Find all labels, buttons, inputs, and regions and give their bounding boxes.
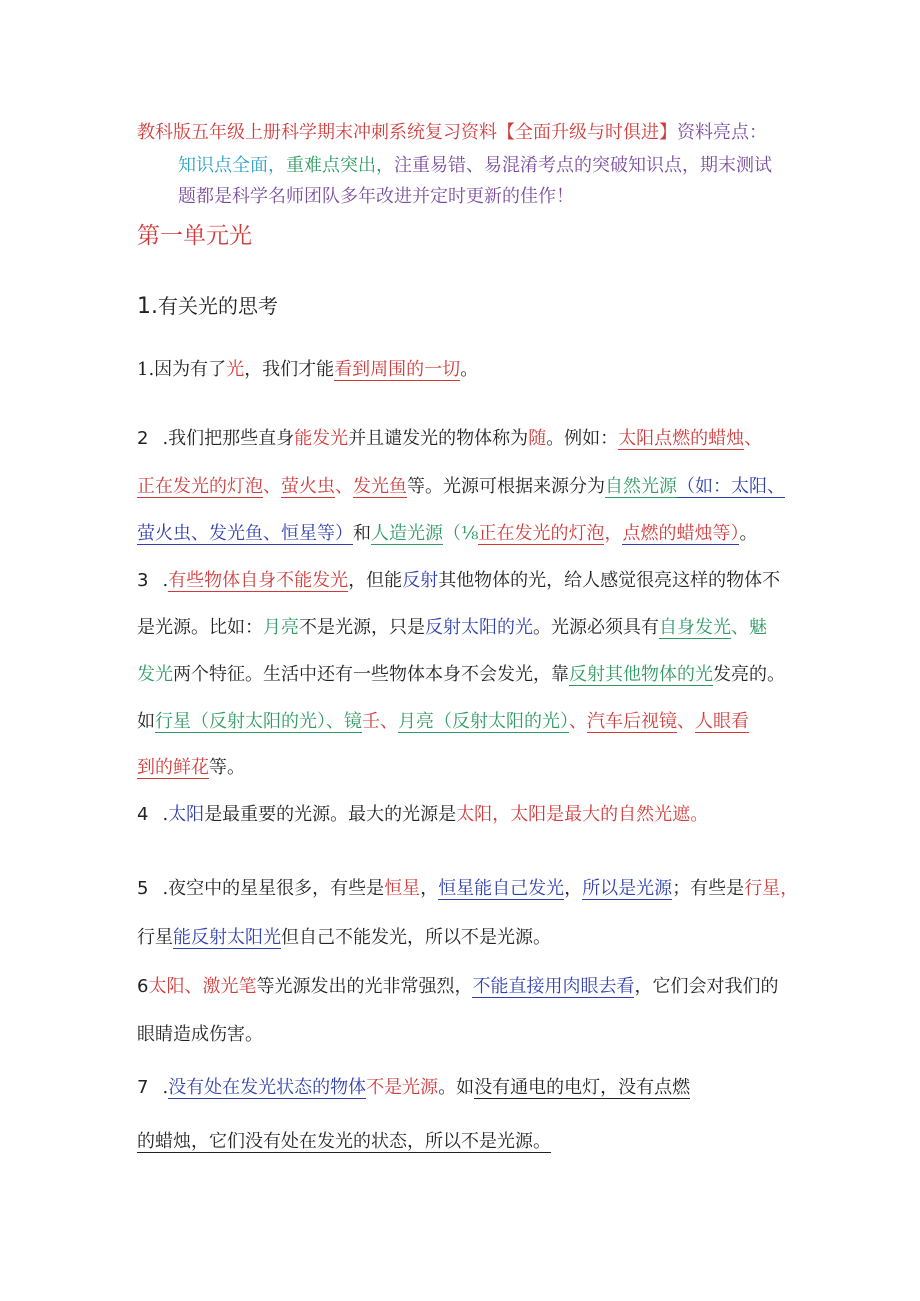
text: ， <box>780 878 799 899</box>
item-3-line-5 <box>137 757 245 779</box>
highlight: 光 <box>226 359 245 380</box>
highlight: 不能直接用肉眼去看 <box>472 976 635 997</box>
text: .夜空中的星星很多，有些是 <box>162 878 385 899</box>
text: 不是光源，只是 <box>299 617 425 638</box>
highlight: 反射其他物体的光 <box>569 664 713 685</box>
highlight: 反射 <box>402 570 439 591</box>
text: 等。 <box>209 757 245 778</box>
item-3-line-3 <box>137 664 785 686</box>
text: 1.因为有了 <box>137 359 227 380</box>
text: 等光源发出的光非常强烈， <box>256 976 473 997</box>
lesson-title: 有关光的思考 <box>158 294 278 318</box>
intro-text: 注重易错、易混淆考点的突破知识点，期末测试 <box>394 155 772 176</box>
item-7-line-1 <box>137 1077 690 1099</box>
item-number: 7 <box>137 1077 149 1098</box>
lesson-heading <box>137 293 278 320</box>
text: 两个特征。生活中还有一些物体本身不会发光，靠 <box>173 664 569 685</box>
highlight: 行星（反射太阳的光）、镜 <box>155 711 362 732</box>
item-3-line-2 <box>137 617 767 639</box>
highlight: 没有处在发光状态的物体 <box>168 1077 367 1098</box>
intro-title: 教科版五年级上册科学期末冲刺系统复习资料【全面升级与时俱进】 <box>137 122 677 143</box>
item-4 <box>137 804 708 826</box>
highlight: 看到周围的一切 <box>334 359 461 380</box>
highlight: 太阳 <box>168 804 205 825</box>
text: 。 <box>690 804 709 825</box>
item-2-line-2 <box>137 476 785 498</box>
intro-line-1 <box>137 122 767 144</box>
highlight: 行星 <box>744 878 781 899</box>
highlight: 到的鲜花 <box>137 757 209 778</box>
text: 如 <box>137 711 155 732</box>
highlight: 太阳点燃的蜡烛 <box>618 428 745 449</box>
highlight: 所以是光源 <box>582 878 673 899</box>
highlight: 人眼看 <box>695 711 749 732</box>
item-6-line-1 <box>137 976 778 998</box>
text: . <box>162 1077 169 1098</box>
text: 、 <box>677 711 695 732</box>
text: 、 <box>263 476 281 497</box>
intro-line-3 <box>178 186 574 208</box>
highlight: 恒星能自己发光 <box>438 878 565 899</box>
intro-line-2 <box>178 155 772 177</box>
text: 眼睛造成伤害。 <box>137 1024 263 1045</box>
highlight: 太阳 <box>456 804 493 825</box>
text: 。例如： <box>546 428 619 449</box>
item-number: 4 <box>137 804 149 825</box>
text: .我们把那些直身 <box>162 428 295 449</box>
highlight: 壬 <box>362 711 380 732</box>
text: 。如 <box>438 1077 475 1098</box>
highlight: 正在发光的灯泡 <box>478 523 605 544</box>
intro-text: 知识点全面， <box>178 155 286 176</box>
text: 、 <box>380 711 398 732</box>
text: 、 <box>335 476 353 497</box>
highlight: 发光鱼 <box>353 476 407 497</box>
item-2-line-1 <box>137 428 762 450</box>
item-number: 5 <box>137 878 149 899</box>
text: 但自己不能发光，所以不是光源。 <box>281 927 551 948</box>
text: ，它们会对我们的 <box>634 976 779 997</box>
text: 。光源必须具有 <box>533 617 659 638</box>
underlined-text: 的蜡烛，它们没有处在发光的状态，所以不是光源。 <box>137 1131 551 1152</box>
highlight: 魅 <box>749 617 767 638</box>
text: ，但能 <box>348 570 403 591</box>
text: 。 <box>460 359 479 380</box>
highlight: 萤火虫 <box>281 476 335 497</box>
highlight: 人造光源 <box>371 523 443 544</box>
lesson-number: 1. <box>137 294 158 319</box>
text: 。 <box>739 523 758 544</box>
text: 是光源。比如： <box>137 617 263 638</box>
text: 其他物体的光，给人感觉很亮这样的物体不 <box>438 570 781 591</box>
highlight: 反射太阳的光 <box>425 617 533 638</box>
highlight: 汽车后视镜 <box>587 711 677 732</box>
highlight: 萤火虫、发光鱼、恒星等） <box>137 523 353 544</box>
highlight: 不是光源 <box>366 1077 439 1098</box>
text: ， <box>420 878 439 899</box>
highlight: 太阳、激光笔 <box>148 976 257 997</box>
item-number: 6 <box>137 976 149 997</box>
highlight: 随 <box>528 428 547 449</box>
text: ， <box>492 804 511 825</box>
highlight: 点燃的蜡烛等） <box>622 523 740 544</box>
item-7-line-2 <box>137 1131 551 1153</box>
item-number: 2 <box>137 428 149 449</box>
item-5-line-1 <box>137 878 798 900</box>
item-3-line-1 <box>137 570 780 592</box>
text: . <box>162 570 169 591</box>
intro-highlight-label: 资料亮点： <box>677 122 767 143</box>
highlight: 能发光 <box>294 428 349 449</box>
intro-text: 题都是科学名师团队多年改进并定时更新的佳作！ <box>178 186 574 207</box>
text: ， <box>564 878 583 899</box>
highlight: 有些物体自身不能发光 <box>168 570 349 591</box>
text: 、 <box>731 617 749 638</box>
intro-text: 重难点突出， <box>286 155 394 176</box>
highlight: 太阳是最大的自然光遮 <box>510 804 691 825</box>
text: ， <box>604 523 623 544</box>
text: 行星 <box>137 927 173 948</box>
text: （⅛ <box>443 523 479 544</box>
item-5-line-2 <box>137 927 551 949</box>
text: 等。光源可根据来源分为 <box>407 476 605 497</box>
highlight: 自然光源 <box>605 476 677 497</box>
item-number: 3 <box>137 570 149 591</box>
text: 和 <box>353 523 371 544</box>
item-1 <box>137 359 478 381</box>
highlight: （如：太阳、 <box>677 476 785 497</box>
text: 并且谴发光的物体称为 <box>348 428 529 449</box>
text: ，我们才能 <box>244 359 335 380</box>
highlight: 月亮 <box>263 617 299 638</box>
text: 是最重要的光源。最大的光源是 <box>204 804 457 825</box>
item-3-line-4 <box>137 711 749 733</box>
highlight: 发光 <box>137 664 173 685</box>
highlight: 能反射太阳光 <box>173 927 281 948</box>
text: 发亮的。 <box>713 664 785 685</box>
text: . <box>162 804 169 825</box>
item-2-line-3 <box>137 523 757 545</box>
highlight: 正在发光的灯泡 <box>137 476 263 497</box>
highlight: 恒星 <box>384 878 421 899</box>
text: 、 <box>569 711 587 732</box>
item-6-line-2 <box>137 1024 263 1046</box>
highlight: 月亮（反射太阳的光） <box>398 711 569 732</box>
text: 、 <box>744 428 763 449</box>
text: ；有些是 <box>672 878 745 899</box>
unit-title: 第一单元光 <box>137 223 252 249</box>
underlined-text: 没有通电的电灯，没有点燃 <box>474 1077 691 1098</box>
highlight: 自身发光 <box>659 617 731 638</box>
